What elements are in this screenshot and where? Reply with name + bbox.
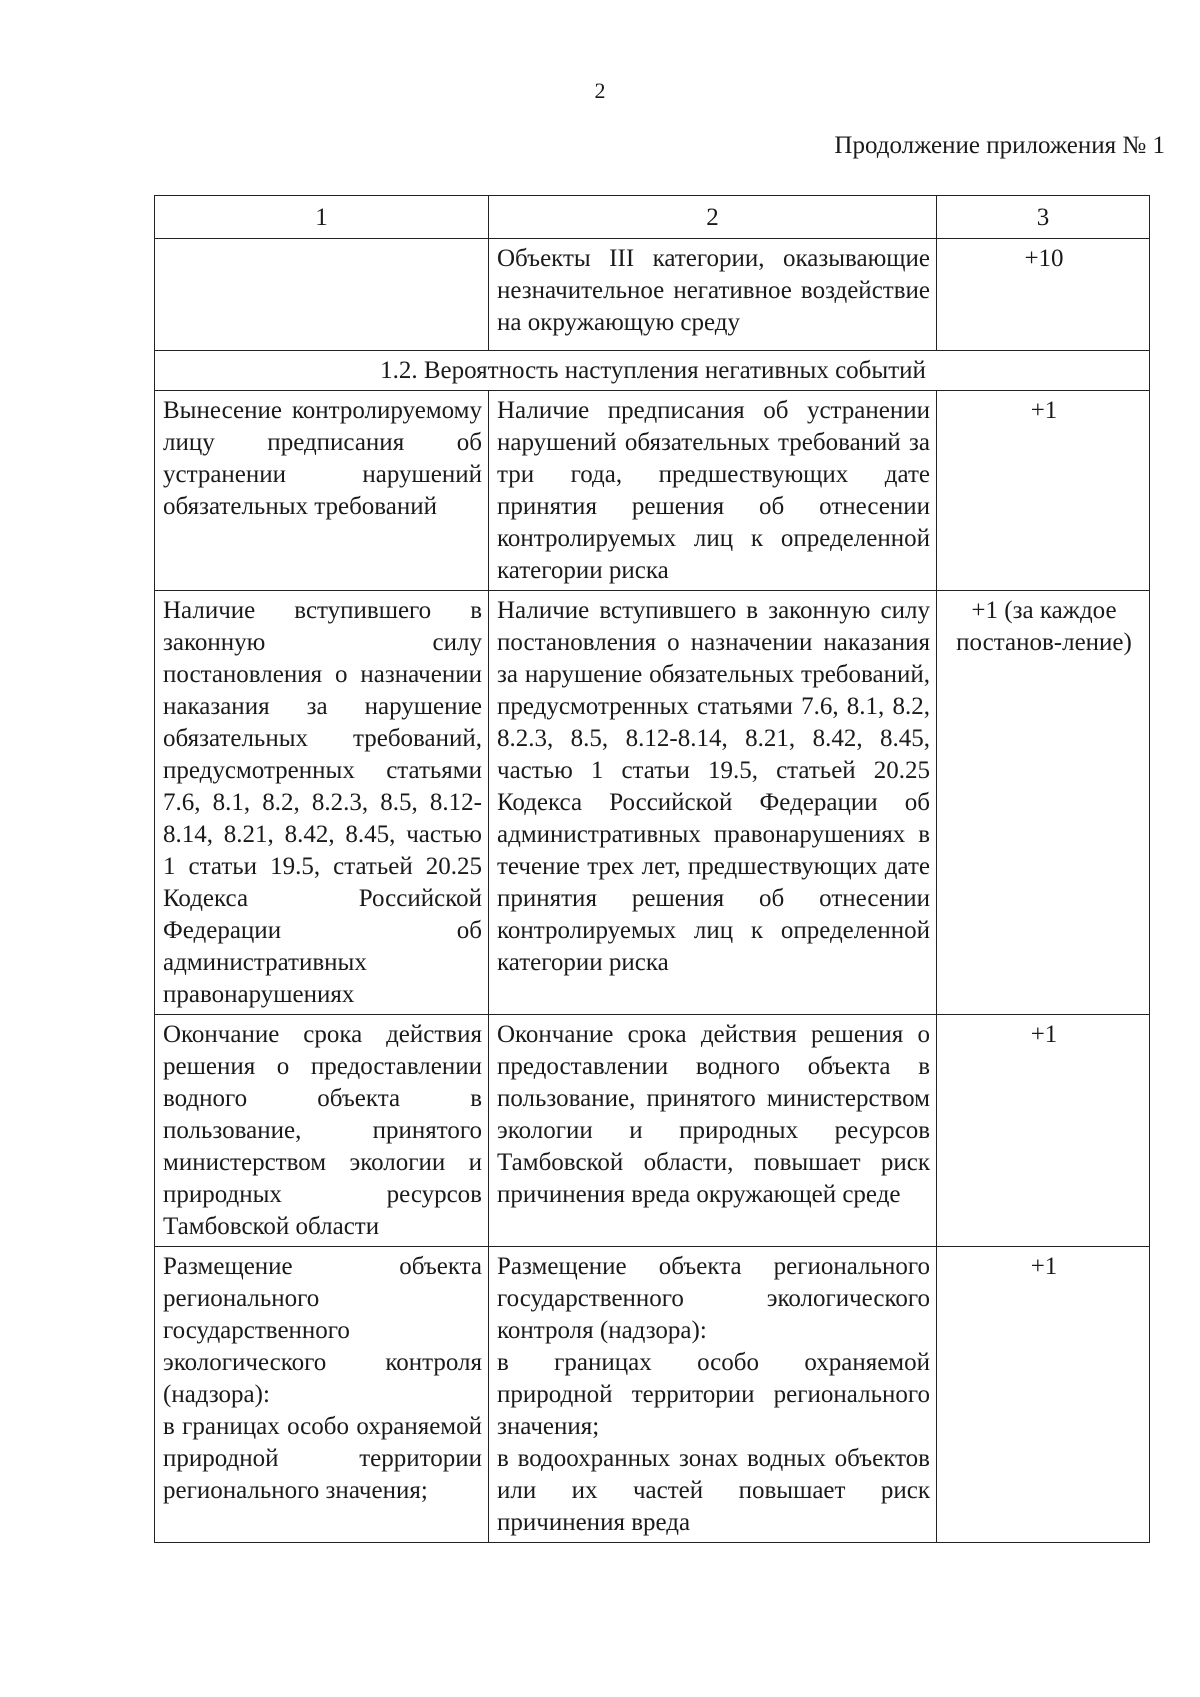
description-cell: Наличие предписания об устранении нарушений обязательных требований за три года, предшествующих дате принятия решения об отнесении контролируемых лиц к определенной категории риска (489, 391, 937, 591)
table-row (155, 239, 1150, 351)
criterion-cell (155, 1247, 489, 1543)
score-cell: +1 (за каждое постанов-ление) (937, 591, 1150, 1015)
description-item: в водоохранных зонах водных объектов или их частей повышает риск причинения вреда (497, 1445, 930, 1536)
table-row (155, 1015, 1150, 1247)
criterion-cell (155, 239, 489, 351)
risk-indicators-table (154, 195, 1150, 1543)
description-item: в границах особо охраняемой природной территории регионального значения; (497, 1349, 930, 1440)
section-row (155, 351, 1150, 391)
table-header-row (155, 196, 1150, 239)
description-cell: Окончание срока действия решения о предоставлении водного объекта в пользование, принятого министерством экологии и природных ресурсов Тамбовской области, повышает риск причинения вреда окружающей среде (489, 1015, 937, 1247)
criterion-cell: Вынесение контролируемому лицу предписания об устранении нарушений обязательных требований (155, 391, 489, 591)
description-intro: Размещение объекта регионального государственного экологического контроля (надзора): (497, 1253, 930, 1344)
description-cell: Объекты III категории, оказывающие незначительное негативное воздействие на окружающую среду (489, 239, 937, 351)
criterion-cell: Окончание срока действия решения о предоставлении водного объекта в пользование, принятого министерством экологии и природных ресурсов Тамбовской области (155, 1015, 489, 1247)
score-cell: +1 (937, 391, 1150, 591)
score-cell: +10 (937, 239, 1150, 351)
table-row (155, 591, 1150, 1015)
header-cell-2: 2 (489, 196, 937, 239)
header-cell-1: 1 (155, 196, 489, 239)
score-cell: +1 (937, 1015, 1150, 1247)
page-number: 2 (594, 78, 606, 103)
table-row (155, 391, 1150, 591)
appendix-continuation-label: Продолжение приложения № 1 (834, 132, 1165, 159)
header-cell-3: 3 (937, 196, 1150, 239)
description-cell (489, 1247, 937, 1543)
score-cell: +1 (937, 1247, 1150, 1543)
section-title: 1.2. Вероятность наступления негативных событий (155, 351, 1150, 391)
criterion-intro: Размещение объекта регионального государственного экологического контроля (надзора): (163, 1253, 482, 1408)
criterion-cell: Наличие вступившего в законную силу постановления о назначении наказания за нарушение обязательных требований, предусмотренных статьями 7.6, 8.1, 8.2, 8.2.3, 8.5, 8.12-8.14, 8.21, 8.42, 8.45, частью 1 статьи 19.5, статьей 20.25 Кодекса Российской Федерации об административных правонарушениях (155, 591, 489, 1015)
description-cell: Наличие вступившего в законную силу постановления о назначении наказания за нарушение обязательных требований, предусмотренных статьями 7.6, 8.1, 8.2, 8.2.3, 8.5, 8.12-8.14, 8.21, 8.42, 8.45, частью 1 статьи 19.5, статьей 20.25 Кодекса Российской Федерации об административных правонарушениях в течение трех лет, предшествующих дате принятия решения об отнесении контролируемых лиц к определенной категории риска (489, 591, 937, 1015)
table-row (155, 1247, 1150, 1543)
criterion-item: в границах особо охраняемой природной территории регионального значения; (163, 1413, 482, 1504)
